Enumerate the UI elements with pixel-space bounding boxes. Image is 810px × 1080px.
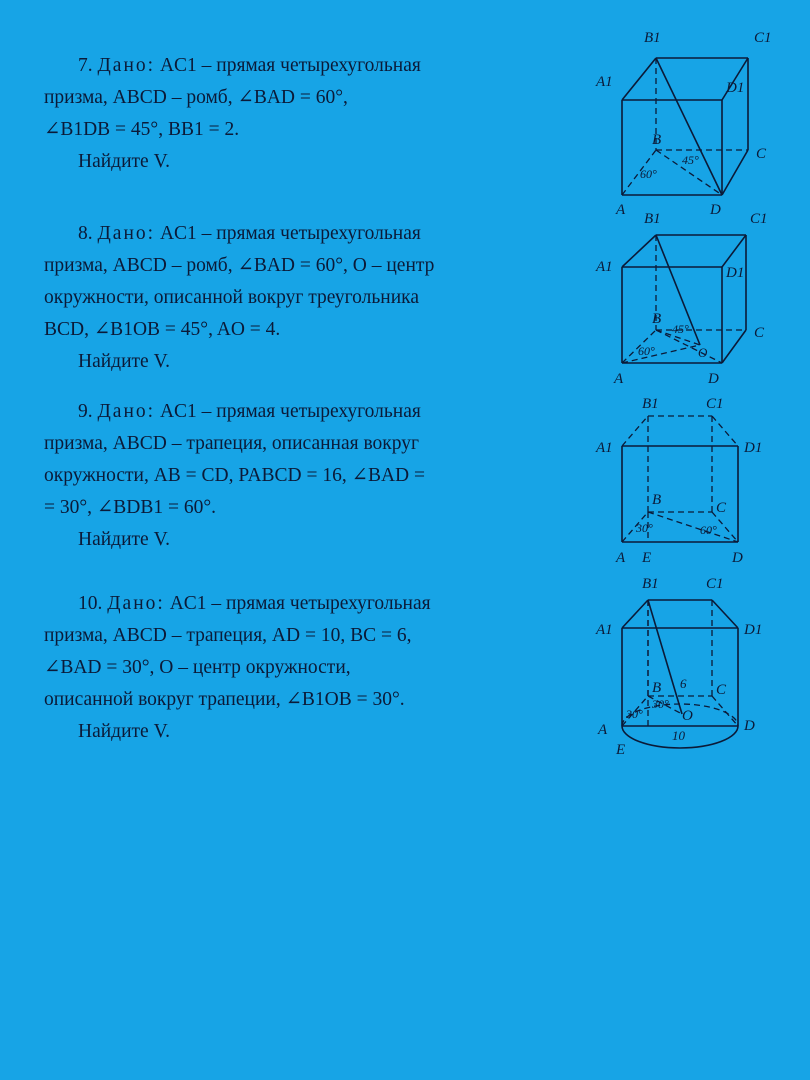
problem-8-line-1: 8. Дано: AC1 – прямая четырехугольная bbox=[78, 223, 421, 244]
f10-label-B1: B1 bbox=[642, 576, 659, 592]
f9-label-B: B bbox=[652, 492, 662, 508]
f7-label-B: B bbox=[652, 132, 662, 148]
f10-label-D: D bbox=[744, 718, 755, 734]
f10-label-A: A bbox=[598, 722, 608, 738]
problem-7-line-2: призма, ABCD – ромб, ∠BAD = 60°, bbox=[44, 87, 348, 108]
problem-9 bbox=[44, 396, 534, 556]
f9-label-D: D bbox=[732, 550, 743, 566]
f10-side-10: 10 bbox=[672, 728, 685, 743]
f7-label-C1: C1 bbox=[754, 30, 772, 46]
problem-8-line-3: окружности, описанной вокруг треугольника bbox=[44, 287, 419, 308]
f9-angle-30: 30° bbox=[636, 521, 653, 535]
figure-7-prism bbox=[596, 20, 786, 218]
f8-label-A1: A1 bbox=[596, 259, 613, 275]
f8-label-A: A bbox=[614, 371, 624, 387]
f9-label-E: E bbox=[642, 550, 652, 566]
f9-label-A: A bbox=[616, 550, 626, 566]
figure-9-prism bbox=[596, 390, 786, 570]
problem-10-line-1: 10. Дано: AC1 – прямая четырехугольная bbox=[78, 593, 431, 614]
problem-8-line-4: BCD, ∠B1OB = 45°, AO = 4. bbox=[44, 319, 281, 340]
f7-label-A1: A1 bbox=[596, 74, 613, 90]
f9-label-A1: A1 bbox=[596, 440, 613, 456]
f8-angle-45: 45° bbox=[672, 322, 689, 336]
f8-label-D: D bbox=[708, 371, 719, 387]
figure-8 bbox=[596, 205, 786, 395]
problem-10-find: Найдите V. bbox=[78, 721, 171, 742]
problem-8 bbox=[44, 218, 534, 378]
problem-7-line-3: ∠B1DB = 45°, BB1 = 2. bbox=[44, 119, 240, 140]
problem-8-find: Найдите V. bbox=[78, 351, 171, 372]
problem-10-line-3: ∠BAD = 30°, O – центр окружности, bbox=[44, 657, 351, 678]
f9-label-D1: D1 bbox=[744, 440, 763, 456]
f8-label-C: C bbox=[754, 325, 765, 341]
f8-label-B1: B1 bbox=[644, 211, 661, 227]
figure-8-prism bbox=[596, 205, 786, 395]
problem-9-line-1: 9. Дано: AC1 – прямая четырехугольная bbox=[78, 401, 421, 422]
problem-9-line-2: призма, ABCD – трапеция, описанная вокруг bbox=[44, 433, 420, 454]
f7-label-A: A bbox=[616, 202, 626, 218]
f8-angle-60: 60° bbox=[638, 344, 655, 358]
f10-label-C: C bbox=[716, 682, 727, 698]
problem-9-line-4: = 30°, ∠BDB1 = 60°. bbox=[44, 497, 217, 518]
f7-label-C: C bbox=[756, 146, 767, 162]
problem-10-line-2: призма, ABCD – трапеция, AD = 10, BC = 6, bbox=[44, 625, 412, 646]
f7-label-B1: B1 bbox=[644, 30, 661, 46]
problem-10 bbox=[44, 588, 534, 748]
problem-9-line-3: окружности, AB = CD, PABCD = 16, ∠BAD = bbox=[44, 465, 426, 486]
figure-10 bbox=[596, 568, 786, 758]
problem-7 bbox=[44, 50, 534, 178]
figure-10-prism bbox=[596, 568, 786, 758]
f8-label-O: O bbox=[698, 345, 708, 360]
f10-label-E: E bbox=[616, 742, 626, 758]
f7-label-D1: D1 bbox=[726, 80, 745, 96]
f10-label-O: O bbox=[682, 708, 693, 724]
f8-label-B: B bbox=[652, 311, 662, 327]
problem-7-line-1: 7. Дано: AC1 – прямая четырехугольная bbox=[78, 55, 421, 76]
f7-angle-60: 60° bbox=[640, 167, 657, 181]
f8-label-D1: D1 bbox=[726, 265, 745, 281]
figure-9 bbox=[596, 390, 786, 570]
f8-label-C1: C1 bbox=[750, 211, 768, 227]
f10-angle-30-b: 30° bbox=[652, 697, 669, 711]
f10-label-B: B bbox=[652, 680, 662, 696]
f9-label-C1: C1 bbox=[706, 396, 724, 412]
f9-angle-60: 60° bbox=[700, 523, 717, 537]
figure-7 bbox=[596, 20, 786, 218]
problem-8-line-2: призма, ABCD – ромб, ∠BAD = 60°, O – центр bbox=[44, 255, 435, 276]
f7-label-D: D bbox=[710, 202, 721, 218]
f7-angle-45: 45° bbox=[682, 153, 699, 167]
f10-angle-30-a: 30° bbox=[626, 707, 643, 721]
f10-label-D1: D1 bbox=[744, 622, 763, 638]
problem-9-find: Найдите V. bbox=[78, 529, 171, 550]
problem-7-find: Найдите V. bbox=[78, 151, 171, 172]
f9-label-B1: B1 bbox=[642, 396, 659, 412]
f9-label-C: C bbox=[716, 500, 727, 516]
f10-label-C1: C1 bbox=[706, 576, 724, 592]
f10-label-A1: A1 bbox=[596, 622, 613, 638]
problem-10-line-4: описанной вокруг трапеции, ∠B1OB = 30°. bbox=[44, 689, 405, 710]
f10-side-6: 6 bbox=[680, 676, 687, 691]
